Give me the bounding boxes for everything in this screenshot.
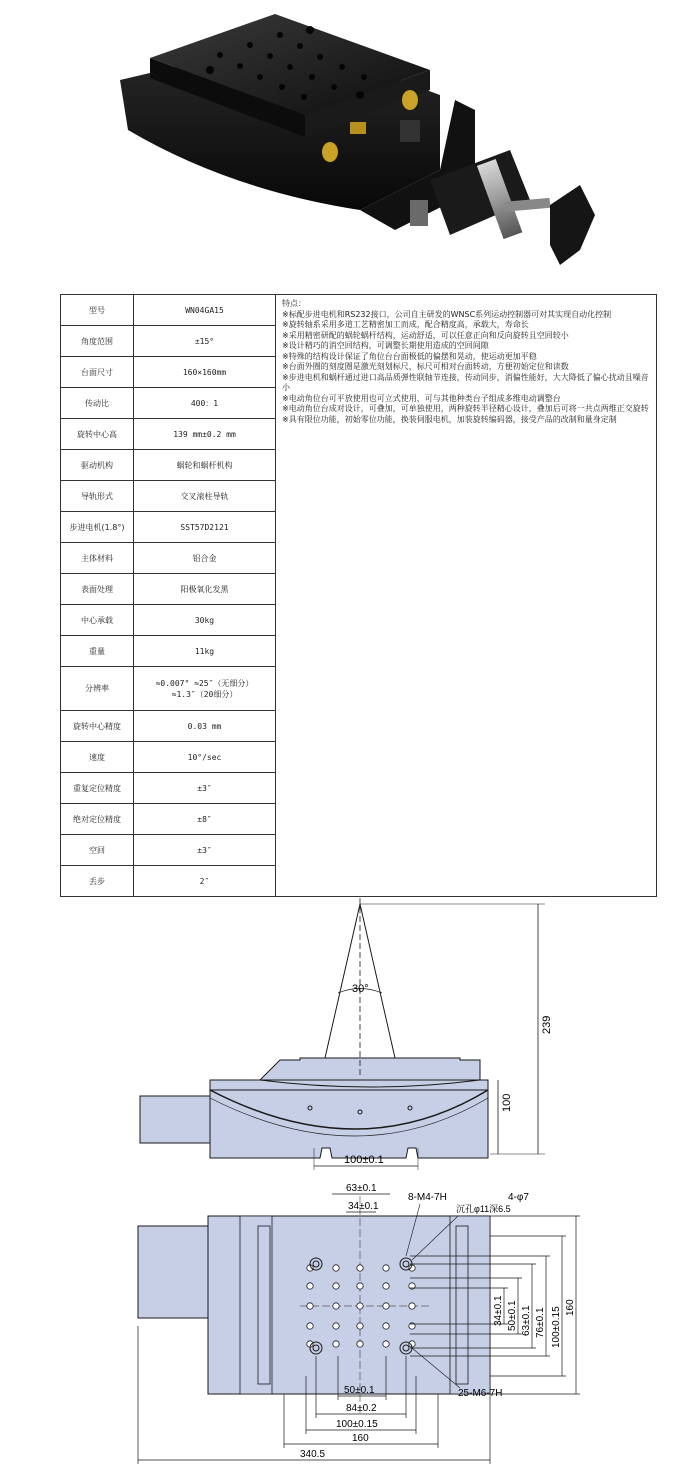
mounting-hole	[357, 1303, 363, 1309]
spec-value: SST57D2121	[134, 512, 276, 543]
feature-item: ※具有限位功能，初始零位功能，换装伺服电机，加装旋转编码器，接受产品的改制和量身定制	[282, 414, 617, 424]
mounting-hole	[383, 1303, 389, 1309]
angle-label: 30°	[352, 983, 369, 995]
feature-item: ※采用精密研配的蜗轮蜗杆结构，运动舒适，可以任意正向和反向旋转且空回较小	[282, 330, 569, 340]
dim-v76: 76±0.1	[535, 1307, 546, 1338]
spec-label: 速度	[61, 742, 134, 773]
height-100-label: 100	[501, 1093, 513, 1112]
spec-value: 400：1	[134, 388, 276, 419]
mounting-hole	[333, 1283, 339, 1289]
features-title: 特点：	[282, 299, 306, 308]
spec-value: 阳极氧化发黑	[134, 574, 276, 605]
spec-label: 步进电机(1.8°)	[61, 512, 134, 543]
spec-value: 交叉滚柱导轨	[134, 481, 276, 512]
product-photo	[110, 0, 610, 282]
spec-value: ±3″	[134, 835, 276, 866]
spec-table	[60, 294, 657, 897]
mounting-hole	[383, 1265, 389, 1271]
mounting-hole	[357, 1323, 363, 1329]
feature-item: ※设计精巧的消空回结构，可调整长期使用造成的空回间隙	[282, 341, 489, 350]
mounting-hole	[357, 1283, 363, 1289]
spec-label: 主体材料	[61, 543, 134, 574]
spec-value: 139 mm±0.2 mm	[134, 419, 276, 450]
mounting-hole	[333, 1341, 339, 1347]
feature-item: ※步进电机和蜗杆通过进口高品质弹性联轴节连接，传动同步，消偏性能好，大大降低了偏心扰动且噪音小	[282, 372, 649, 392]
feature-item: ※电动角位台可平放使用也可立式使用，可与其他种类台子组成多维电动调整台	[282, 393, 561, 403]
mounting-hole	[307, 1283, 313, 1289]
mounting-hole	[333, 1323, 339, 1329]
mounting-hole	[333, 1265, 339, 1271]
spec-label: 旋转中心高	[61, 419, 134, 450]
height-239-label: 239	[541, 1015, 553, 1034]
spec-value: 160×160mm	[134, 357, 276, 388]
features-cell	[276, 295, 657, 897]
dim-h100: 100±0.15	[336, 1419, 378, 1430]
spec-label: 导轨形式	[61, 481, 134, 512]
spec-label: 绝对定位精度	[61, 804, 134, 835]
spec-row	[61, 295, 657, 326]
dim-63: 63±0.1	[346, 1183, 377, 1194]
spec-value: 2″	[134, 866, 276, 897]
spec-value: WN04GA15	[134, 295, 276, 326]
spec-label: 分辨率	[61, 667, 134, 711]
dim-v100: 100±0.15	[551, 1306, 562, 1348]
spec-value: ±3″	[134, 773, 276, 804]
spec-label: 空回	[61, 835, 134, 866]
spec-label: 角度范围	[61, 326, 134, 357]
dim-h50: 50±0.1	[344, 1385, 375, 1396]
spec-value: 铝合金	[134, 543, 276, 574]
dim-34: 34±0.1	[348, 1201, 379, 1212]
mounting-hole	[307, 1303, 313, 1309]
dim-v50: 50±0.1	[507, 1300, 518, 1331]
spec-label: 重量	[61, 636, 134, 667]
mounting-hole	[333, 1303, 339, 1309]
spec-value: ±8″	[134, 804, 276, 835]
spec-value: ≈0.007° ≈25″（无细分） ≈1.3″（20细分）	[134, 667, 276, 711]
feature-item: ※特殊的结构设计保证了角位台台面极低的偏摆和晃动，使运动更加平稳	[282, 351, 537, 361]
dim-v160: 160	[565, 1299, 576, 1316]
spec-value: 10°/sec	[134, 742, 276, 773]
spec-label: 台面尺寸	[61, 357, 134, 388]
spec-label: 驱动机构	[61, 450, 134, 481]
spec-value: ±15°	[134, 326, 276, 357]
dim-v34: 34±0.1	[493, 1295, 504, 1326]
mounting-hole	[357, 1265, 363, 1271]
spec-value: 11kg	[134, 636, 276, 667]
width-100-label: 100±0.1	[344, 1154, 384, 1166]
spec-value: 30kg	[134, 605, 276, 636]
dim-h340: 340.5	[300, 1449, 326, 1460]
spec-value: 0.03 mm	[134, 711, 276, 742]
spec-label: 表面处理	[61, 574, 134, 605]
spec-label: 丢步	[61, 866, 134, 897]
spec-value: 蜗轮和蜗杆机构	[134, 450, 276, 481]
feature-item: ※旋转轴系采用多道工艺精密加工而成，配合精度高，承载大，寿命长	[282, 320, 529, 329]
mounting-hole	[383, 1323, 389, 1329]
mounting-hole	[307, 1323, 313, 1329]
dim-h160: 160	[352, 1433, 369, 1444]
side-body	[210, 1080, 488, 1090]
side-view-drawing	[60, 898, 660, 1176]
callout-m4: 8-M4-7H	[408, 1192, 447, 1203]
dim-v63: 63±0.1	[521, 1305, 532, 1336]
mounting-hole	[383, 1341, 389, 1347]
feature-item: ※标配步进电机和RS232接口，公司自主研发的WNSC系列运动控制器可对其实现自动化控制	[282, 309, 612, 319]
spec-label: 旋转中心精度	[61, 711, 134, 742]
mounting-hole	[409, 1303, 415, 1309]
feature-item: ※电动角位台成对设计，可叠加，可单独使用，两种旋转半径精心设计，叠加后可将一共点两维正交旋转	[282, 404, 649, 413]
dim-h84: 84±0.2	[346, 1403, 377, 1414]
spec-label: 中心承载	[61, 605, 134, 636]
callout-counterbore: 沉孔φ11深6.5	[456, 1204, 511, 1214]
mounting-hole	[383, 1283, 389, 1289]
callout-phi7: 4-φ7	[508, 1192, 529, 1203]
spec-label: 型号	[61, 295, 134, 326]
spec-label: 重复定位精度	[61, 773, 134, 804]
top-view-drawing	[60, 1176, 694, 1481]
spec-label: 传动比	[61, 388, 134, 419]
mounting-hole	[357, 1341, 363, 1347]
feature-item: ※台面外圈的刻度圈是激光刻划标尺，标尺可相对台面转动，方便初始定位和读数	[282, 362, 569, 371]
callout-m6: 25-M6-7H	[458, 1388, 503, 1399]
